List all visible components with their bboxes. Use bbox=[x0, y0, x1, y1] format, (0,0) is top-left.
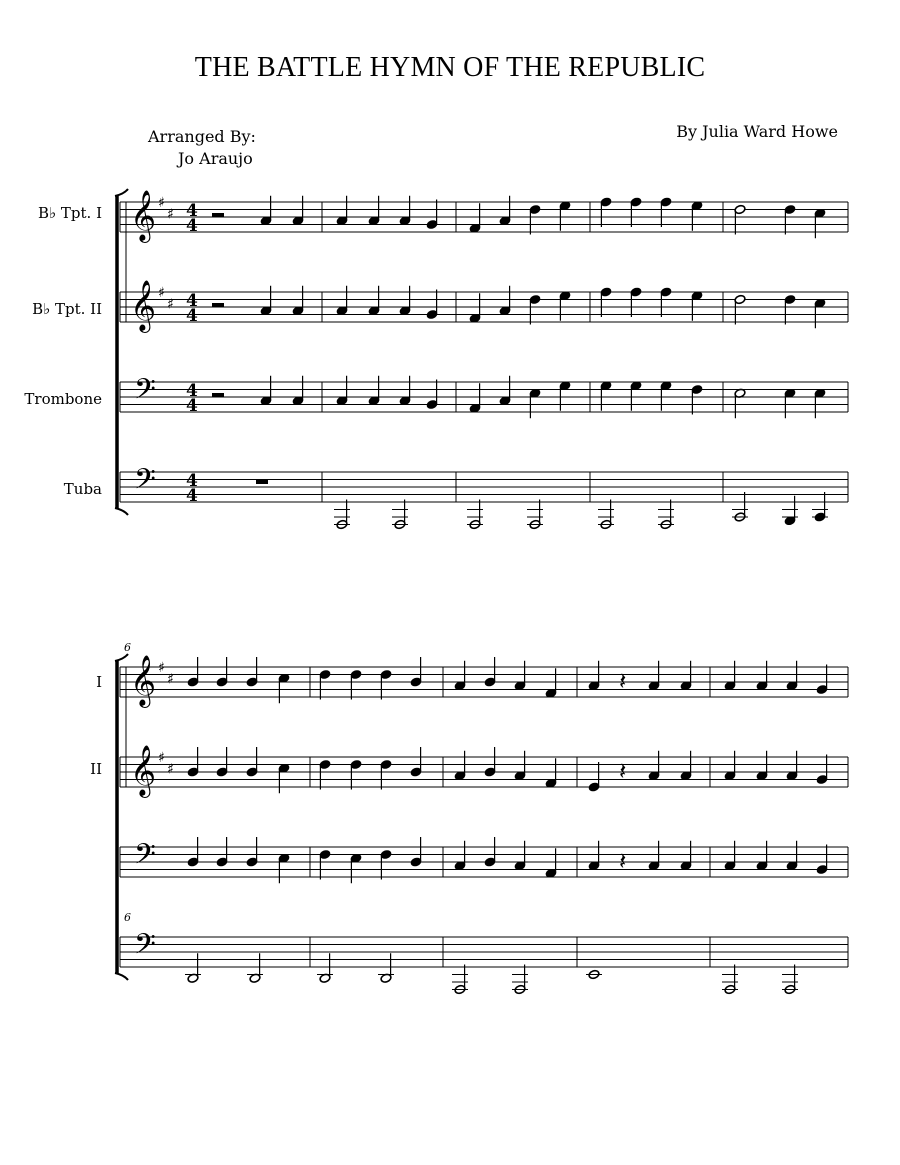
quarter-rest: 𝄽 bbox=[619, 757, 627, 785]
time-sig-top: 4 bbox=[186, 201, 198, 221]
key-sharp: ♯ bbox=[167, 296, 174, 313]
half-rest bbox=[212, 303, 224, 307]
key-sharp: ♯ bbox=[158, 750, 165, 766]
key-sharp: ♯ bbox=[158, 195, 165, 211]
bracket-top bbox=[115, 654, 128, 661]
arranger-name: Jo Araujo bbox=[178, 149, 253, 168]
bracket-top bbox=[115, 189, 128, 196]
measure-number-6: 6 bbox=[124, 641, 131, 654]
staff-label-tpt2-short: II bbox=[90, 760, 102, 778]
quarter-rest: 𝄽 bbox=[619, 847, 627, 875]
whole-rest bbox=[256, 480, 268, 485]
bracket-bottom bbox=[115, 508, 128, 515]
treble-clef: 𝄞 bbox=[130, 280, 157, 331]
key-sharp: ♯ bbox=[158, 285, 165, 301]
bass-clef: 𝄢 bbox=[134, 373, 156, 413]
time-sig-top: 4 bbox=[186, 291, 198, 311]
time-sig-bottom: 4 bbox=[186, 396, 198, 416]
bass-clef: 𝄢 bbox=[134, 928, 156, 968]
composer-credit: By Julia Ward Howe bbox=[676, 122, 838, 141]
quarter-rest: 𝄽 bbox=[619, 667, 627, 695]
staff-label-tpt1: B♭ Tpt. I bbox=[38, 204, 102, 222]
treble-clef: 𝄞 bbox=[130, 655, 157, 706]
key-sharp: ♯ bbox=[167, 671, 174, 688]
staff-label-tuba: Tuba bbox=[63, 480, 102, 498]
half-rest bbox=[212, 393, 224, 397]
treble-clef: 𝄞 bbox=[130, 745, 157, 796]
key-sharp: ♯ bbox=[167, 206, 174, 223]
bass-clef: 𝄢 bbox=[134, 463, 156, 503]
key-sharp: ♯ bbox=[158, 660, 165, 676]
time-sig-bottom: 4 bbox=[186, 306, 198, 326]
time-sig-top: 4 bbox=[186, 381, 198, 401]
bracket-bottom bbox=[115, 973, 128, 980]
time-sig-bottom: 4 bbox=[186, 486, 198, 506]
time-sig-top: 4 bbox=[186, 471, 198, 491]
treble-clef: 𝄞 bbox=[130, 190, 157, 241]
score-title: THE BATTLE HYMN OF THE REPUBLIC bbox=[194, 52, 706, 83]
staff-label-trombone: Trombone bbox=[24, 390, 102, 408]
key-sharp: ♯ bbox=[167, 761, 174, 778]
bass-clef: 𝄢 bbox=[134, 838, 156, 878]
half-rest bbox=[212, 213, 224, 217]
measure-number-6-tuba: 6 bbox=[124, 911, 131, 924]
staff-label-tpt2: B♭ Tpt. II bbox=[32, 300, 102, 318]
staff-label-tpt1-short: I bbox=[96, 673, 102, 691]
arranger-label: Arranged By: bbox=[148, 127, 256, 146]
time-sig-bottom: 4 bbox=[186, 216, 198, 236]
